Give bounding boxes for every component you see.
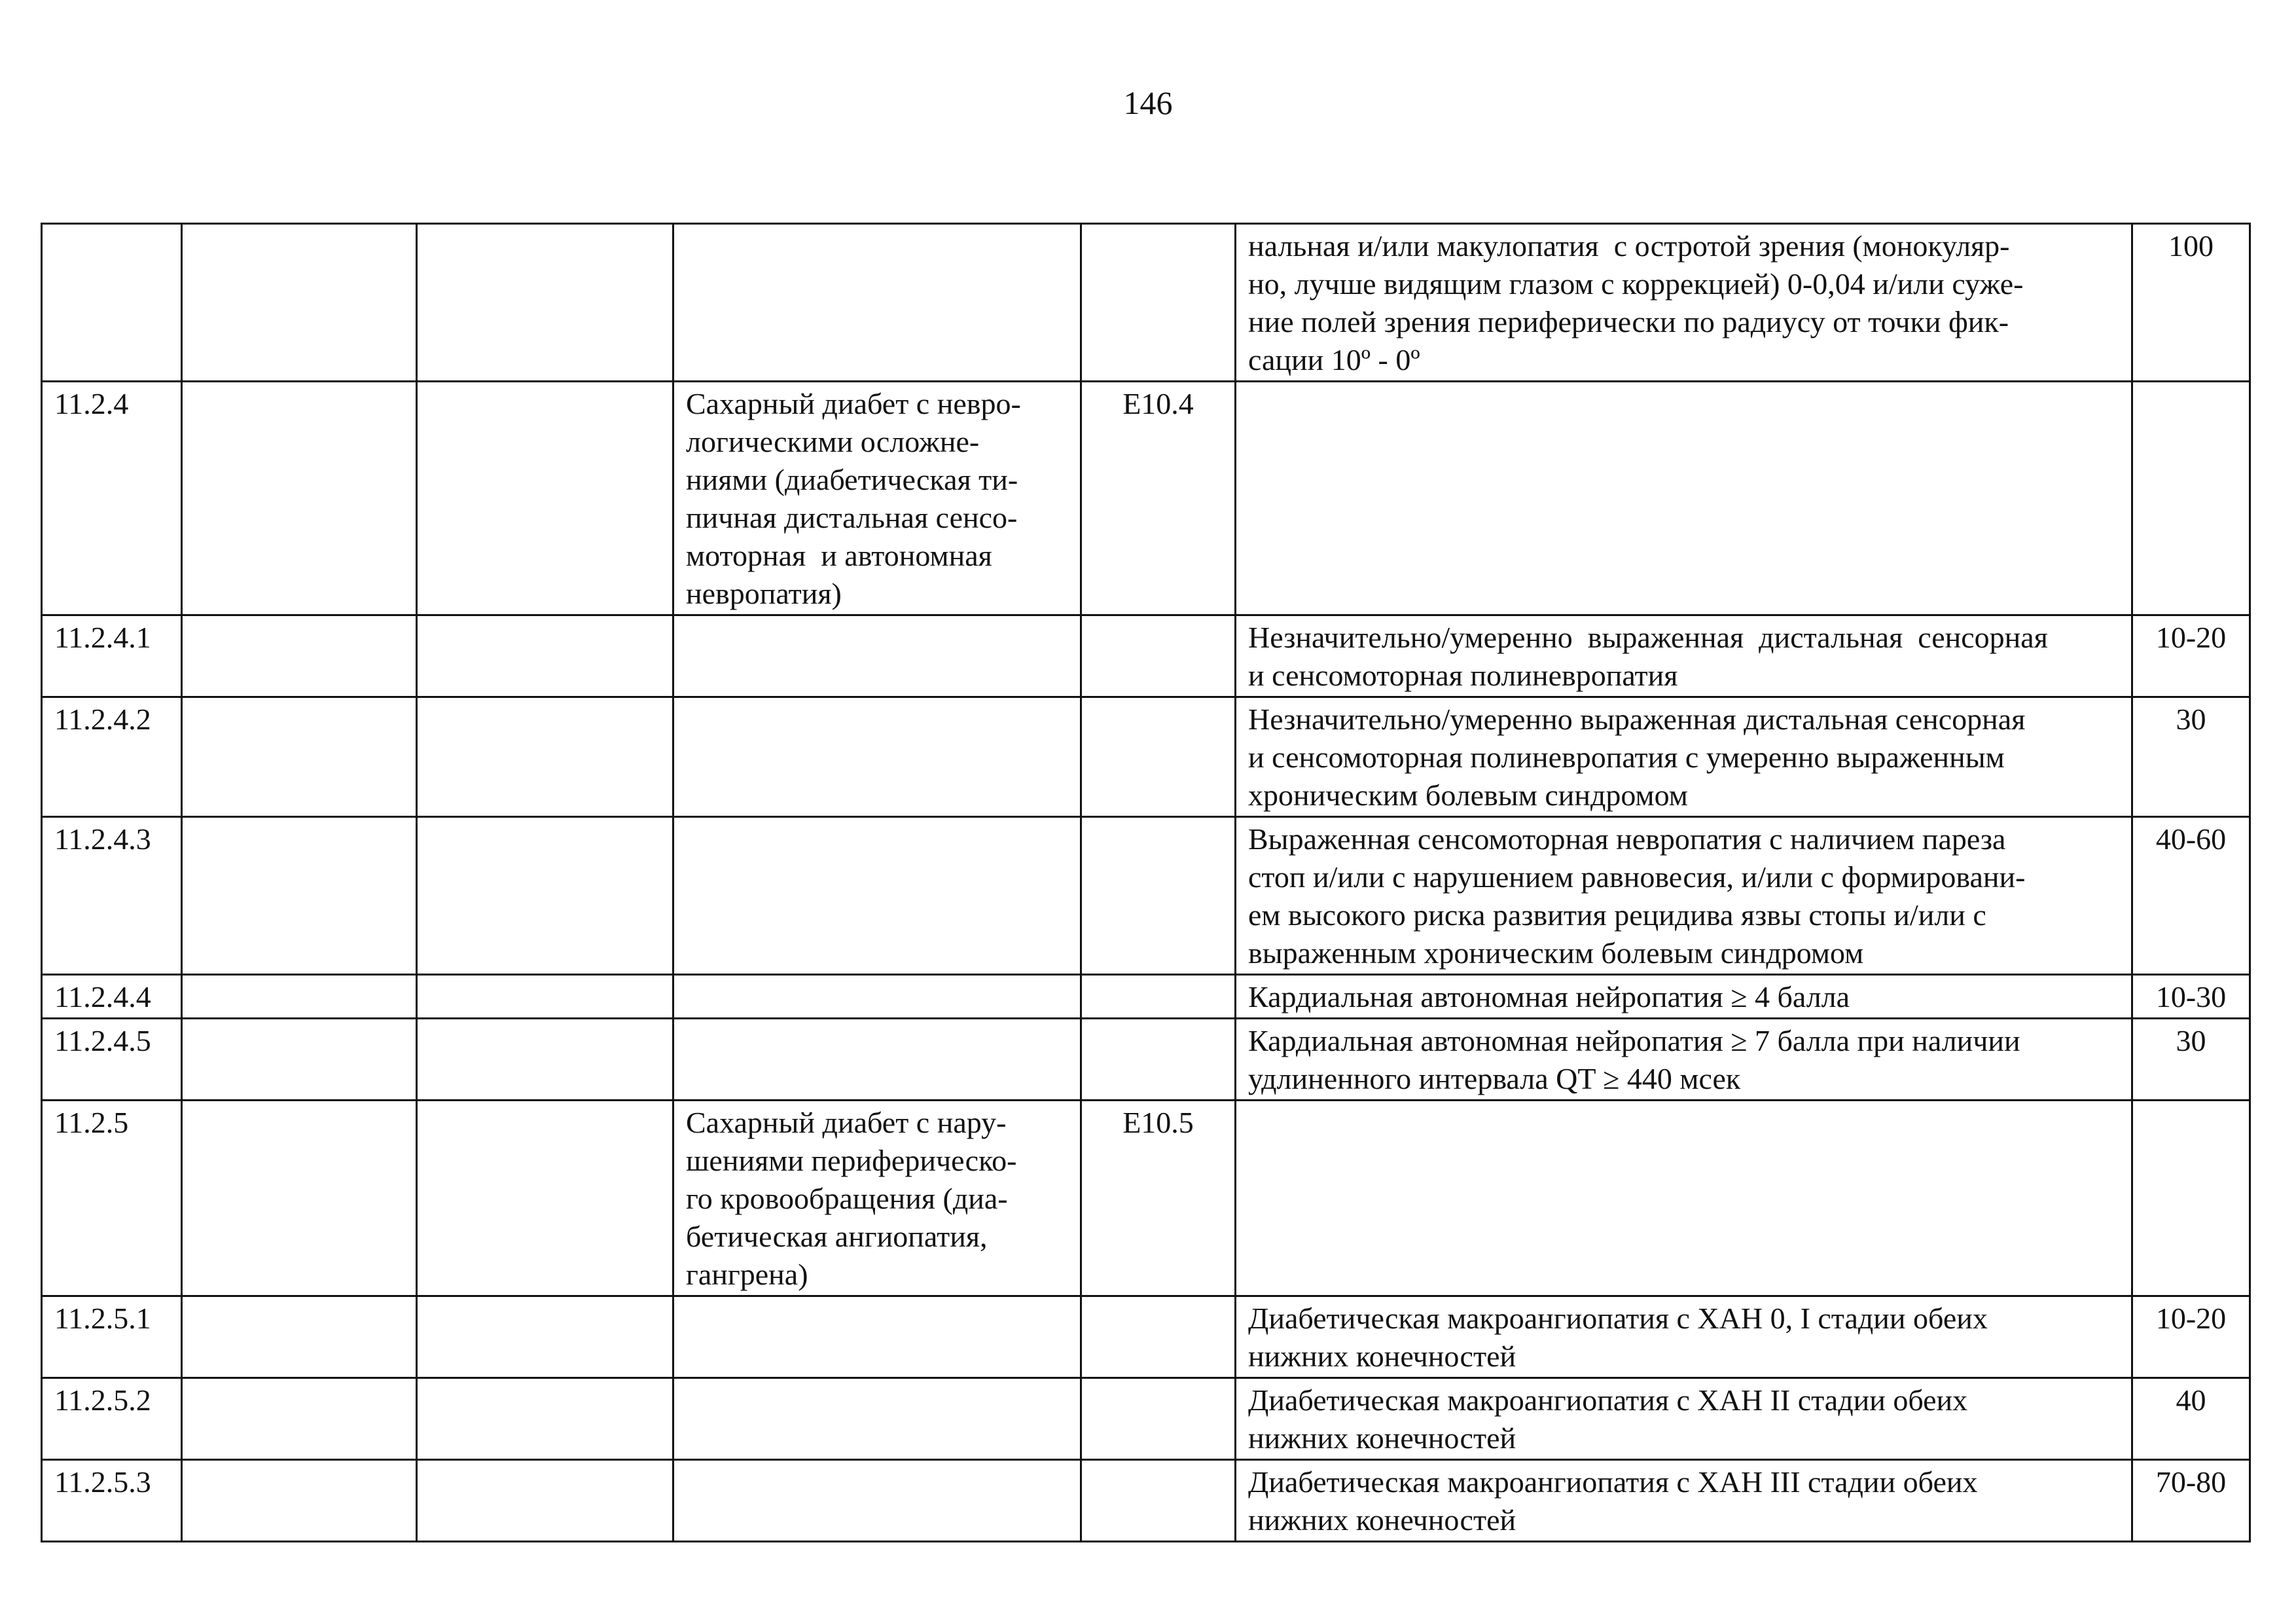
empty-cell [417,817,673,975]
description-cell-line: Кардиальная автономная нейропатия ≥ 4 балла [1248,980,1850,1013]
table-body [42,224,2250,1542]
description-cell-line: нижних конечностей [1248,1503,1516,1537]
table-row [42,1460,2250,1542]
empty-cell [417,382,673,615]
description-cell [1236,697,2132,817]
table-row [42,697,2250,817]
page-number: 146 [1123,84,1173,121]
description-cell [1236,382,2132,615]
item-number-cell: 11.2.4.2 [42,697,182,817]
percent-cell: 10-30 [2132,975,2250,1019]
percent-cell: 30 [2132,1019,2250,1101]
empty-cell [417,1101,673,1296]
diagnosis-cell-line: шениями периферическо- [686,1144,1017,1177]
description-cell-line: нижних конечностей [1248,1421,1516,1455]
empty-cell [417,1019,673,1101]
diagnosis-cell-line: невропатия) [686,577,842,610]
diagnosis-cell [673,1460,1081,1542]
item-number-cell: 11.2.5 [42,1101,182,1296]
description-cell-line: ем высокого риска развития рецидива язвы стопы и/или с [1248,898,1986,932]
diagnosis-cell-line: моторная и автономная [686,539,992,572]
empty-cell [417,1378,673,1460]
empty-cell [182,615,417,697]
diagnosis-cell [673,1101,1081,1296]
diagnosis-cell-line: гангрена) [686,1258,808,1291]
icd-code-cell [1081,1296,1236,1378]
description-cell-line: хроническим болевым синдромом [1248,778,1688,812]
empty-cell [417,224,673,382]
empty-cell [417,1460,673,1542]
diagnosis-cell-line: пичная дистальная сенсо- [686,501,1018,534]
description-cell-line: Кардиальная автономная нейропатия ≥ 7 балла при наличии [1248,1024,2020,1057]
description-cell [1236,817,2132,975]
empty-cell [182,224,417,382]
description-cell-line: Диабетическая макроангиопатия с ХАН III стадии обеих [1248,1465,1978,1499]
icd-code-cell [1081,975,1236,1019]
diagnosis-cell-line: логическими осложне- [686,425,980,458]
empty-cell [182,1019,417,1101]
item-number-cell [42,224,182,382]
icd-code-cell [1081,1460,1236,1542]
percent-cell: 40 [2132,1378,2250,1460]
table-row [42,817,2250,975]
description-cell-line: удлиненного интервала QT ≥ 440 мсек [1248,1062,1741,1095]
diagnosis-cell [673,224,1081,382]
percent-cell: 30 [2132,697,2250,817]
icd-code-cell: E10.4 [1081,382,1236,615]
diagnosis-cell [673,1019,1081,1101]
table-row [42,615,2250,697]
description-cell [1236,1460,2132,1542]
diagnosis-cell [673,382,1081,615]
description-cell-line: Выраженная сенсомоторная невропатия с наличием пареза [1248,822,2006,856]
empty-cell [182,1296,417,1378]
icd-code-cell [1081,1378,1236,1460]
table-row [42,1019,2250,1101]
icd-code-cell [1081,817,1236,975]
empty-cell [182,817,417,975]
item-number-cell: 11.2.4.4 [42,975,182,1019]
description-cell-line: нальная и/или макулопатия с остротой зрения (монокуляр- [1248,229,2010,263]
table-row [42,1378,2250,1460]
table-row [42,382,2250,615]
empty-cell [417,1296,673,1378]
icd-code-cell [1081,1019,1236,1101]
percent-cell: 10-20 [2132,615,2250,697]
percent-cell: 10-20 [2132,1296,2250,1378]
description-cell [1236,1101,2132,1296]
icd-code-cell: E10.5 [1081,1101,1236,1296]
diagnosis-cell-line: Сахарный диабет с невро- [686,387,1021,420]
empty-cell [182,1378,417,1460]
description-cell-line: выраженным хроническим болевым синдромом [1248,936,1864,970]
empty-cell [182,382,417,615]
description-cell [1236,1296,2132,1378]
description-cell-line: стоп и/или с нарушением равновесия, и/или с формировани- [1248,860,2026,894]
description-cell-line: нижних конечностей [1248,1340,1516,1373]
item-number-cell: 11.2.5.2 [42,1378,182,1460]
item-number-cell: 11.2.4.5 [42,1019,182,1101]
diagnosis-cell [673,697,1081,817]
item-number-cell: 11.2.5.1 [42,1296,182,1378]
diagnosis-cell-line: ниями (диабетическая ти- [686,463,1018,496]
description-cell [1236,975,2132,1019]
empty-cell [182,697,417,817]
diagnosis-cell [673,817,1081,975]
table-row [42,1296,2250,1378]
empty-cell [182,1101,417,1296]
item-number-cell: 11.2.5.3 [42,1460,182,1542]
item-number-cell: 11.2.4 [42,382,182,615]
description-cell-line: Незначительно/умеренно выраженная дистальная сенсорная [1248,702,2026,736]
table-row [42,224,2250,382]
description-cell [1236,615,2132,697]
icd-code-cell [1081,697,1236,817]
description-cell-line: Диабетическая макроангиопатия с ХАН 0, I стадии обеих [1248,1302,1988,1335]
diagnosis-cell-line: го кровообращения (диа- [686,1182,1008,1215]
description-cell [1236,1019,2132,1101]
description-cell-line: Диабетическая макроангиопатия с ХАН II стадии обеих [1248,1383,1968,1417]
empty-cell [182,975,417,1019]
table-row [42,1101,2250,1296]
diagnosis-cell-line: бетическая ангиопатия, [686,1220,988,1253]
classification-table [41,223,2251,1542]
description-cell-line: ние полей зрения периферически по радиусу от точки фик- [1248,305,2009,338]
description-cell-line: но, лучше видящим глазом с коррекцией) 0-0,04 и/или суже- [1248,267,2024,301]
diagnosis-cell [673,975,1081,1019]
description-cell-line: Незначительно/умеренно выраженная дистальная сенсорная [1248,621,2048,654]
empty-cell [417,975,673,1019]
item-number-cell: 11.2.4.1 [42,615,182,697]
icd-code-cell [1081,224,1236,382]
empty-cell [417,697,673,817]
percent-cell [2132,382,2250,615]
description-cell-line: и сенсомоторная полиневропатия [1248,659,1678,692]
description-cell [1236,224,2132,382]
diagnosis-cell [673,615,1081,697]
diagnosis-cell [673,1378,1081,1460]
percent-cell: 70-80 [2132,1460,2250,1542]
empty-cell [182,1460,417,1542]
percent-cell [2132,1101,2250,1296]
percent-cell: 100 [2132,224,2250,382]
diagnosis-cell [673,1296,1081,1378]
description-cell-line: и сенсомоторная полиневропатия с умеренно выраженным [1248,740,2005,774]
table-row [42,975,2250,1019]
description-cell-line: сации 10º - 0º [1248,343,1420,376]
diagnosis-cell-line: Сахарный диабет с нару- [686,1106,1007,1139]
item-number-cell: 11.2.4.3 [42,817,182,975]
percent-cell: 40-60 [2132,817,2250,975]
description-cell [1236,1378,2132,1460]
icd-code-cell [1081,615,1236,697]
empty-cell [417,615,673,697]
